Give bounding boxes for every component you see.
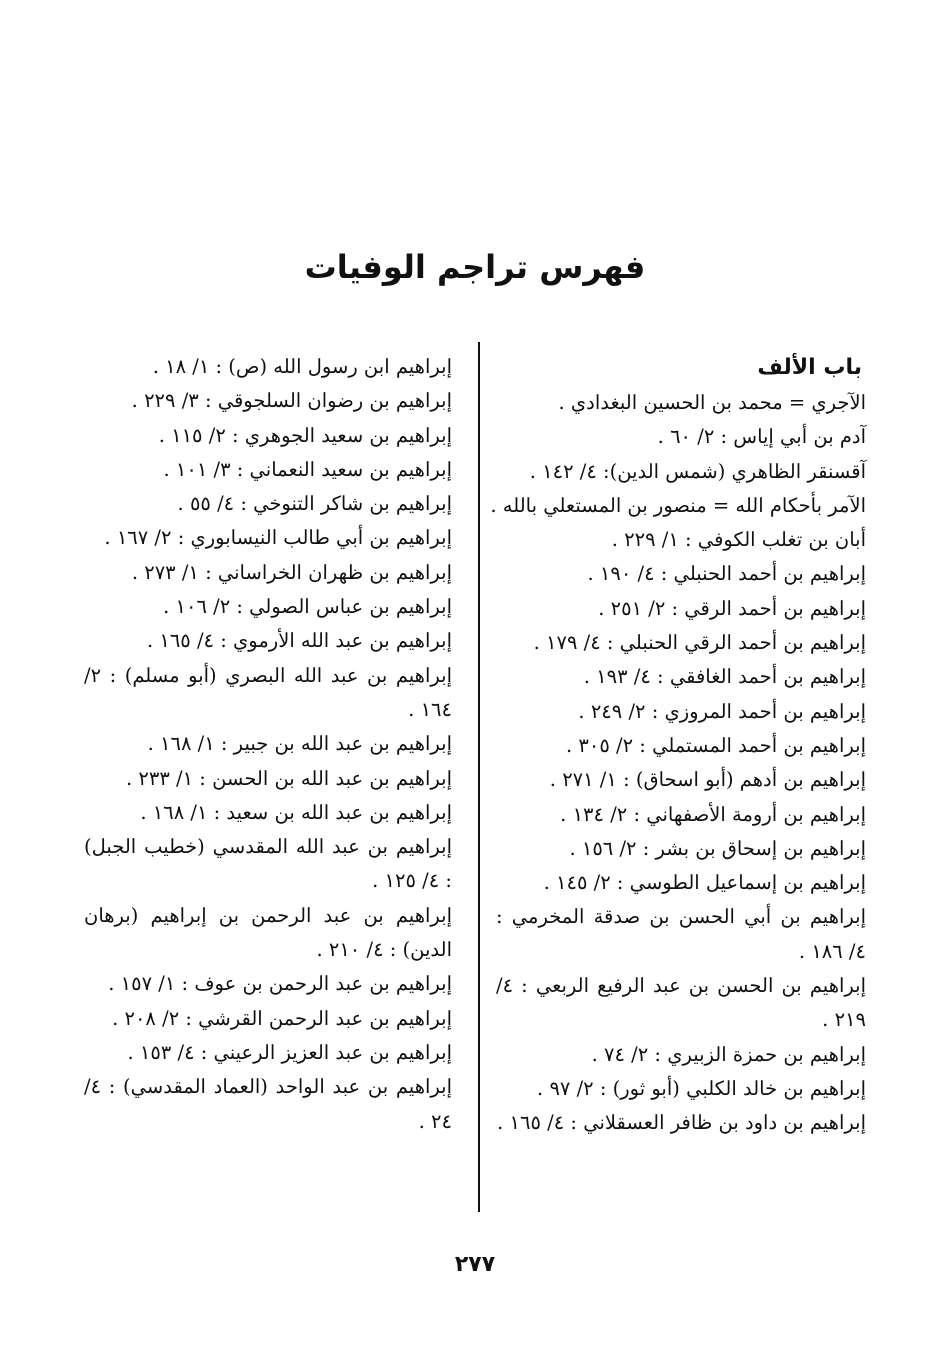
index-entry: إبراهيم بن عبد الله المقدسي (خطيب الجبل) : ٤/ ١٢٥ .: [84, 835, 452, 893]
index-entry: آقسنقر الظاهري (شمس الدين): ٤/ ١٤٢ .: [529, 459, 866, 483]
index-entry: إبراهيم بن عبد الله البصري (أبو مسلم) : ٢/ ١٦٤ .: [84, 663, 452, 721]
index-entry: إبراهيم بن أدهم (أبو اسحاق) : ١/ ٢٧١ .: [549, 768, 866, 792]
index-entry: إبراهيم بن أحمد المروزي : ٢/ ٢٤٩ .: [578, 699, 866, 723]
right-column: [490, 350, 866, 1141]
index-entry: إبراهيم بن الحسن بن عبد الرفيع الربعي : ٤/ ٢١٩ .: [496, 974, 866, 1032]
index-entry: إبراهيم بن عبد الرحمن بن عوف : ١/ ١٥٧ .: [108, 972, 452, 996]
index-entry: إبراهيم بن عبد الله بن الحسن : ١/ ٢٣٣ .: [126, 766, 452, 790]
index-entry: إبراهيم بن إسحاق بن بشر : ٢/ ١٥٦ .: [569, 836, 866, 860]
index-entry: إبراهيم بن ظهران الخراساني : ١/ ٢٧٣ .: [131, 560, 452, 584]
index-entry: آدم بن أبي إياس : ٢/ ٦٠ .: [657, 425, 866, 449]
index-entry: إبراهيم بن عبد العزيز الرعيني : ٤/ ١٥٣ .: [127, 1040, 452, 1064]
page-number: ٢٧٧: [454, 1252, 496, 1277]
index-entry: إبراهيم بن أرومة الأصفهاني : ٢/ ١٣٤ .: [560, 802, 866, 826]
index-entry: إبراهيم بن عبد الرحمن القرشي : ٢/ ٢٠٨ .: [112, 1006, 452, 1030]
index-entry: الآجري = محمد بن الحسين البغدادي .: [558, 391, 866, 414]
index-entry: إبراهيم بن خالد الكلبي (أبو ثور) : ٢/ ٩٧ .: [537, 1076, 866, 1100]
index-entry: إبراهيم بن عباس الصولي : ٢/ ١٠٦ .: [163, 595, 452, 619]
page-title: فهرس تراجم الوفيات: [304, 248, 646, 286]
index-entry: إبراهيم بن حمزة الزبيري : ٢/ ٧٤ .: [591, 1042, 866, 1066]
index-entry: إبراهيم بن أحمد الرقي الحنبلي : ٤/ ١٧٩ .: [533, 631, 866, 655]
index-entry: إبراهيم بن عبد الواحد (العماد المقدسي) : ٤/ ٢٤ .: [84, 1075, 452, 1133]
index-entry: إبراهيم بن أبي الحسن بن صدقة المخرمي : ٤/ ١٨٦ .: [496, 905, 866, 963]
left-column: [84, 350, 452, 1139]
index-entry: إبراهيم بن أحمد المستملي : ٢/ ٣٠٥ .: [566, 733, 866, 757]
index-entry: إبراهيم بن عبد الله الأرموي : ٤/ ١٦٥ .: [146, 629, 452, 653]
index-entry: إبراهيم ابن رسول الله (ص) : ١/ ١٨ .: [152, 355, 452, 378]
index-entry: إبراهيم بن عبد الرحمن بن إبراهيم (برهان الدين) : ٤/ ٢١٠ .: [84, 903, 452, 962]
index-entry: إبراهيم بن أحمد الحنبلي : ٤/ ١٩٠ .: [587, 562, 866, 586]
index-entry: إبراهيم بن إسماعيل الطوسي : ٢/ ١٤٥ .: [543, 871, 866, 895]
index-entry: إبراهيم بن أحمد الغافقي : ٤/ ١٩٣ .: [583, 665, 866, 689]
index-entry: إبراهيم بن عبد الله بن جبير : ١/ ١٦٨ .: [147, 732, 452, 756]
section-heading: باب الألف: [757, 355, 862, 380]
index-entry: إبراهيم بن رضوان السلجوقي : ٣/ ٢٢٩ .: [131, 389, 452, 413]
index-entry: الآمر بأحكام الله = منصور بن المستعلي بالله .: [490, 493, 866, 517]
index-entry: إبراهيم بن سعيد الجوهري : ٢/ ١١٥ .: [158, 423, 452, 447]
index-entry: إبراهيم بن أبي طالب النيسابوري : ٢/ ١٦٧ .: [104, 526, 452, 550]
index-entry: إبراهيم بن سعيد النعماني : ٣/ ١٠١ .: [163, 457, 452, 481]
index-entry: إبراهيم بن أحمد الرقي : ٢/ ٢٥١ .: [598, 596, 866, 620]
column-divider: [478, 342, 480, 1212]
index-entry: إبراهيم بن داود بن ظافر العسقلاني : ٤/ ١٦٥ .: [497, 1111, 866, 1135]
index-entry: إبراهيم بن شاكر التنوخي : ٤/ ٥٥ .: [177, 492, 452, 516]
index-entry: إبراهيم بن عبد الله بن سعيد : ١/ ١٦٨ .: [140, 800, 452, 824]
index-entry: أبان بن تغلب الكوفي : ١/ ٢٢٩ .: [611, 528, 866, 552]
